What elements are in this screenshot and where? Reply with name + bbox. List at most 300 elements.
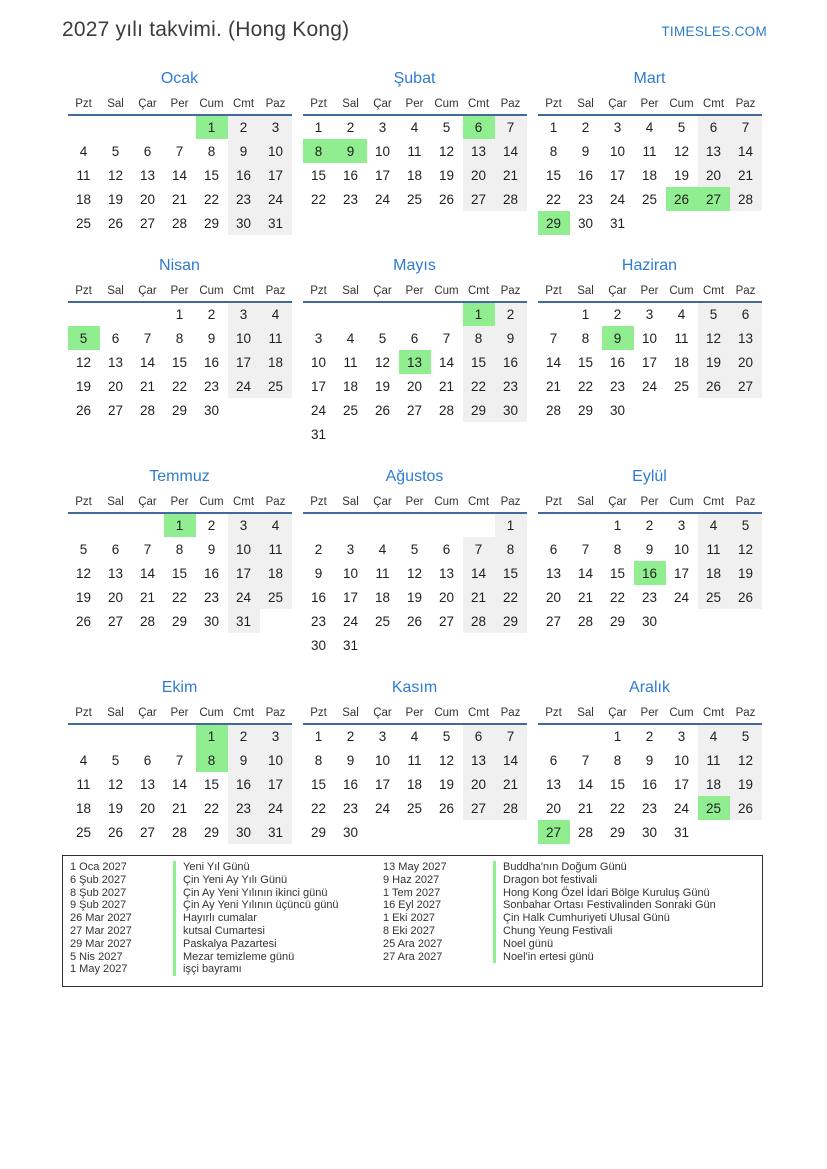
day-cell: 15 <box>171 565 188 581</box>
empty-cell <box>367 422 399 446</box>
day-cell: 10 <box>260 748 292 772</box>
day-name: Sal <box>335 280 367 302</box>
day-cell: 26 <box>75 613 92 629</box>
day-cell: 4 <box>79 143 88 159</box>
day-cell: 19 <box>75 589 92 605</box>
day-cell: 26 <box>438 800 455 816</box>
day-name: Sal <box>100 702 132 724</box>
day-cell: 21 <box>438 378 455 394</box>
day-name: Cmt <box>228 491 260 513</box>
day-name: Cum <box>196 93 228 115</box>
month-table <box>68 702 292 844</box>
day-cell: 29 <box>538 211 570 235</box>
day-cell: 3 <box>346 541 355 557</box>
day-cell: 3 <box>260 115 292 139</box>
day-cell: 20 <box>139 800 156 816</box>
day-cell: 2 <box>228 724 260 748</box>
day-name: Çar <box>132 93 164 115</box>
legend-row <box>383 938 756 951</box>
day-name: Paz <box>495 280 527 302</box>
day-cell: 5 <box>111 143 120 159</box>
month-table <box>303 491 527 657</box>
empty-cell <box>260 398 292 422</box>
day-cell: 23 <box>203 589 220 605</box>
day-name: Çar <box>132 702 164 724</box>
day-cell: 28 <box>438 402 455 418</box>
day-cell: 6 <box>698 115 730 139</box>
day-cell: 22 <box>609 589 626 605</box>
day-cell: 16 <box>342 776 359 792</box>
day-name: Per <box>164 491 196 513</box>
day-name: Paz <box>495 491 527 513</box>
day-name: Per <box>634 702 666 724</box>
day-cell: 7 <box>549 330 558 346</box>
day-cell: 22 <box>609 800 626 816</box>
day-cell: 29 <box>495 609 527 633</box>
day-cell: 24 <box>641 378 658 394</box>
day-cell: 18 <box>698 561 730 585</box>
day-name: Cum <box>666 93 698 115</box>
day-cell: 29 <box>609 824 626 840</box>
day-cell: 27 <box>438 613 455 629</box>
day-cell: 26 <box>438 191 455 207</box>
empty-cell <box>431 422 463 446</box>
legend-holiday-name: Chung Yeung Festivali <box>493 925 612 938</box>
month-3 <box>532 68 767 235</box>
day-cell: 6 <box>730 302 762 326</box>
day-name: Çar <box>367 491 399 513</box>
day-cell: 6 <box>549 541 558 557</box>
day-cell: 15 <box>463 350 495 374</box>
day-cell: 20 <box>406 378 423 394</box>
day-cell: 1 <box>175 307 184 322</box>
day-cell: 11 <box>698 748 730 772</box>
empty-cell <box>260 609 292 633</box>
day-cell: 22 <box>577 378 594 394</box>
month-table <box>538 491 762 633</box>
day-cell: 5 <box>68 326 100 350</box>
day-name: Çar <box>602 702 634 724</box>
day-name: Pzt <box>538 702 570 724</box>
day-name: Cum <box>431 93 463 115</box>
day-cell: 2 <box>207 518 216 533</box>
day-name: Paz <box>260 280 292 302</box>
empty-cell <box>463 422 495 446</box>
day-cell: 21 <box>171 191 188 207</box>
day-cell: 12 <box>730 537 762 561</box>
day-name: Sal <box>100 280 132 302</box>
legend-holiday-name: Çin Halk Cumhuriyeti Ulusal Günü <box>493 912 670 925</box>
day-cell: 20 <box>545 800 562 816</box>
day-cell: 16 <box>203 565 220 581</box>
day-cell: 5 <box>677 120 686 135</box>
day-cell: 6 <box>111 330 120 346</box>
day-cell: 7 <box>730 115 762 139</box>
day-cell: 30 <box>641 613 658 629</box>
day-name: Paz <box>260 702 292 724</box>
day-cell: 22 <box>310 800 327 816</box>
month-title: Nisan <box>159 257 200 274</box>
empty-cell <box>132 115 164 139</box>
day-cell: 12 <box>374 354 391 370</box>
legend-holiday-name: Yeni Yıl Günü <box>173 861 250 874</box>
day-cell: 17 <box>228 561 260 585</box>
day-cell: 15 <box>203 167 220 183</box>
day-cell: 28 <box>139 402 156 418</box>
day-cell: 22 <box>495 585 527 609</box>
day-cell: 21 <box>730 163 762 187</box>
day-cell: 29 <box>609 613 626 629</box>
day-cell: 3 <box>260 724 292 748</box>
day-name: Pzt <box>538 93 570 115</box>
legend-date: 9 Haz 2027 <box>383 873 440 886</box>
day-cell: 18 <box>698 772 730 796</box>
day-cell: 7 <box>442 330 451 346</box>
legend-col-left <box>70 861 383 976</box>
day-cell: 10 <box>673 541 690 557</box>
day-name: Paz <box>495 702 527 724</box>
day-name: Cmt <box>228 93 260 115</box>
day-cell: 25 <box>75 215 92 231</box>
empty-cell <box>431 633 463 657</box>
day-cell: 13 <box>463 139 495 163</box>
day-name: Per <box>399 93 431 115</box>
day-cell: 13 <box>399 350 431 374</box>
empty-cell <box>634 211 666 235</box>
day-name: Pzt <box>538 280 570 302</box>
day-cell: 12 <box>107 776 124 792</box>
day-cell: 4 <box>346 330 355 346</box>
day-cell: 12 <box>75 565 92 581</box>
day-cell: 23 <box>641 800 658 816</box>
day-cell: 16 <box>228 772 260 796</box>
empty-cell <box>431 302 463 326</box>
day-cell: 16 <box>310 589 327 605</box>
day-cell: 10 <box>310 354 327 370</box>
month-8 <box>297 466 532 657</box>
empty-cell <box>730 398 762 422</box>
day-cell: 9 <box>228 748 260 772</box>
day-cell: 10 <box>260 139 292 163</box>
day-cell: 6 <box>549 752 558 768</box>
month-table <box>538 280 762 422</box>
day-cell: 26 <box>374 402 391 418</box>
page-header <box>62 18 767 42</box>
day-name: Pzt <box>303 280 335 302</box>
day-cell: 10 <box>228 537 260 561</box>
day-cell: 2 <box>495 302 527 326</box>
day-name: Cmt <box>228 280 260 302</box>
day-cell: 30 <box>203 613 220 629</box>
day-name: Per <box>634 93 666 115</box>
day-cell: 27 <box>698 187 730 211</box>
day-cell: 27 <box>730 374 762 398</box>
day-cell: 4 <box>260 302 292 326</box>
day-name: Cum <box>666 280 698 302</box>
day-cell: 6 <box>410 330 419 346</box>
day-cell: 7 <box>581 752 590 768</box>
empty-cell <box>698 820 730 844</box>
legend-row <box>383 925 756 938</box>
day-cell: 21 <box>495 163 527 187</box>
day-cell: 26 <box>730 796 762 820</box>
day-name: Per <box>399 491 431 513</box>
empty-cell <box>335 422 367 446</box>
day-cell: 14 <box>139 565 156 581</box>
day-cell: 8 <box>175 330 184 346</box>
day-cell: 8 <box>303 139 335 163</box>
day-cell: 2 <box>645 518 654 533</box>
day-cell: 6 <box>463 115 495 139</box>
day-cell: 5 <box>730 513 762 537</box>
legend-row <box>383 887 756 900</box>
day-cell: 20 <box>107 378 124 394</box>
day-name: Per <box>399 280 431 302</box>
day-name: Çar <box>367 702 399 724</box>
day-cell: 8 <box>613 541 622 557</box>
empty-cell <box>730 211 762 235</box>
day-cell: 22 <box>203 191 220 207</box>
month-table <box>68 491 292 633</box>
day-cell: 27 <box>139 215 156 231</box>
day-name: Cum <box>431 280 463 302</box>
legend-date: 1 Tem 2027 <box>383 886 441 899</box>
day-name: Cmt <box>698 280 730 302</box>
day-cell: 17 <box>374 776 391 792</box>
empty-cell <box>164 115 196 139</box>
legend-row <box>70 951 383 964</box>
day-cell: 3 <box>677 729 686 744</box>
legend-date: 1 May 2027 <box>70 963 128 976</box>
day-name: Çar <box>367 280 399 302</box>
month-table <box>303 702 527 844</box>
day-name: Per <box>634 280 666 302</box>
day-cell: 16 <box>228 163 260 187</box>
day-cell: 31 <box>673 824 690 840</box>
day-cell: 20 <box>107 589 124 605</box>
legend-holiday-name: Dragon bot festivali <box>493 874 597 887</box>
day-cell: 30 <box>641 824 658 840</box>
empty-cell <box>698 211 730 235</box>
day-cell: 13 <box>139 167 156 183</box>
day-cell: 23 <box>577 191 594 207</box>
empty-cell <box>463 820 495 844</box>
day-cell: 25 <box>406 800 423 816</box>
day-name: Per <box>634 491 666 513</box>
day-cell: 27 <box>538 820 570 844</box>
day-cell: 3 <box>314 330 323 346</box>
site-link[interactable]: TIMESLES.COM <box>661 24 767 39</box>
day-cell: 5 <box>442 120 451 135</box>
day-cell: 1 <box>549 120 558 135</box>
day-name: Çar <box>602 491 634 513</box>
day-name: Sal <box>335 702 367 724</box>
legend-row <box>383 861 756 874</box>
day-cell: 18 <box>260 561 292 585</box>
legend-row <box>383 951 756 964</box>
day-cell: 1 <box>613 518 622 533</box>
day-cell: 11 <box>642 143 657 159</box>
day-cell: 15 <box>577 354 594 370</box>
day-cell: 24 <box>228 374 260 398</box>
day-cell: 7 <box>581 541 590 557</box>
day-name: Sal <box>335 491 367 513</box>
day-cell: 4 <box>677 307 686 322</box>
month-table <box>303 93 527 211</box>
empty-cell <box>570 513 602 537</box>
day-cell: 21 <box>495 772 527 796</box>
day-cell: 8 <box>613 752 622 768</box>
day-name: Pzt <box>303 491 335 513</box>
day-cell: 23 <box>310 613 327 629</box>
day-cell: 9 <box>645 752 654 768</box>
day-cell: 22 <box>463 374 495 398</box>
day-name: Sal <box>100 491 132 513</box>
day-cell: 25 <box>75 824 92 840</box>
day-cell: 17 <box>228 350 260 374</box>
day-cell: 1 <box>581 307 590 322</box>
day-cell: 8 <box>549 143 558 159</box>
day-cell: 11 <box>260 537 292 561</box>
day-cell: 17 <box>641 354 658 370</box>
empty-cell <box>666 609 698 633</box>
empty-cell <box>399 513 431 537</box>
day-cell: 11 <box>343 354 358 370</box>
month-title: Temmuz <box>149 468 210 485</box>
day-cell: 18 <box>374 589 391 605</box>
month-title: Ocak <box>160 70 199 87</box>
day-cell: 24 <box>609 191 626 207</box>
day-name: Çar <box>367 93 399 115</box>
day-cell: 25 <box>698 585 730 609</box>
day-cell: 14 <box>495 139 527 163</box>
day-cell: 15 <box>310 776 327 792</box>
day-cell: 27 <box>406 402 423 418</box>
legend-date: 13 May 2027 <box>383 861 447 873</box>
empty-cell <box>495 820 527 844</box>
day-cell: 2 <box>314 541 323 557</box>
day-cell: 23 <box>228 187 260 211</box>
day-cell: 13 <box>438 565 455 581</box>
day-cell: 10 <box>228 326 260 350</box>
legend-holiday-name: Mezar temizleme günü <box>173 951 294 964</box>
day-cell: 24 <box>228 585 260 609</box>
legend-holiday-name: Sonbahar Ortası Festivalinden Sonraki Gün <box>493 899 716 912</box>
day-cell: 8 <box>463 326 495 350</box>
day-name: Pzt <box>68 280 100 302</box>
month-title: Mayıs <box>393 257 436 274</box>
month-11 <box>297 677 532 844</box>
day-cell: 8 <box>196 748 228 772</box>
day-cell: 21 <box>577 589 594 605</box>
day-cell: 26 <box>666 187 698 211</box>
day-cell: 9 <box>495 326 527 350</box>
empty-cell <box>100 724 132 748</box>
month-5 <box>297 255 532 446</box>
day-cell: 7 <box>463 537 495 561</box>
day-cell: 20 <box>438 589 455 605</box>
day-name: Çar <box>602 93 634 115</box>
empty-cell <box>367 633 399 657</box>
legend-holiday-name: Noel günü <box>493 938 553 951</box>
day-cell: 9 <box>314 565 323 581</box>
day-name: Çar <box>132 491 164 513</box>
day-name: Pzt <box>303 93 335 115</box>
month-1 <box>62 68 297 235</box>
day-cell: 28 <box>495 796 527 820</box>
empty-cell <box>431 513 463 537</box>
day-cell: 11 <box>407 752 422 768</box>
day-cell: 15 <box>203 776 220 792</box>
day-cell: 1 <box>613 729 622 744</box>
day-cell: 9 <box>335 139 367 163</box>
day-cell: 20 <box>139 191 156 207</box>
month-7 <box>62 466 297 657</box>
legend-holiday-name: kutsal Cumartesi <box>173 925 265 938</box>
day-name: Cmt <box>698 702 730 724</box>
month-6 <box>532 255 767 446</box>
day-name: Cmt <box>463 93 495 115</box>
day-cell: 24 <box>260 187 292 211</box>
legend-holiday-name: Buddha'nın Doğum Günü <box>493 861 627 874</box>
day-cell: 17 <box>374 167 391 183</box>
day-cell: 31 <box>260 211 292 235</box>
day-cell: 4 <box>698 513 730 537</box>
empty-cell <box>399 302 431 326</box>
day-cell: 3 <box>613 120 622 135</box>
legend-date: 27 Mar 2027 <box>70 924 132 937</box>
day-cell: 19 <box>107 191 124 207</box>
empty-cell <box>399 820 431 844</box>
day-cell: 18 <box>342 378 359 394</box>
day-cell: 12 <box>730 748 762 772</box>
empty-cell <box>463 513 495 537</box>
day-cell: 9 <box>581 143 590 159</box>
day-cell: 17 <box>260 163 292 187</box>
empty-cell <box>538 724 570 748</box>
day-cell: 4 <box>79 752 88 768</box>
empty-cell <box>132 302 164 326</box>
day-name: Cmt <box>463 491 495 513</box>
day-cell: 23 <box>495 374 527 398</box>
day-cell: 29 <box>577 402 594 418</box>
day-cell: 11 <box>698 537 730 561</box>
empty-cell <box>367 513 399 537</box>
day-name: Per <box>164 280 196 302</box>
day-cell: 20 <box>698 163 730 187</box>
empty-cell <box>68 302 100 326</box>
empty-cell <box>495 633 527 657</box>
legend-date: 9 Şub 2027 <box>70 899 127 912</box>
day-name: Paz <box>260 491 292 513</box>
day-cell: 12 <box>75 354 92 370</box>
day-cell: 6 <box>442 541 451 557</box>
day-cell: 21 <box>139 378 156 394</box>
day-cell: 13 <box>698 139 730 163</box>
day-cell: 13 <box>107 565 124 581</box>
month-title: Eylül <box>632 468 667 485</box>
legend-date: 27 Ara 2027 <box>383 950 443 963</box>
day-cell: 3 <box>228 302 260 326</box>
day-cell: 16 <box>609 354 626 370</box>
day-cell: 4 <box>645 120 654 135</box>
empty-cell <box>335 513 367 537</box>
day-cell: 18 <box>260 350 292 374</box>
empty-cell <box>303 513 335 537</box>
day-cell: 19 <box>438 776 455 792</box>
day-cell: 3 <box>677 518 686 533</box>
empty-cell <box>164 724 196 748</box>
